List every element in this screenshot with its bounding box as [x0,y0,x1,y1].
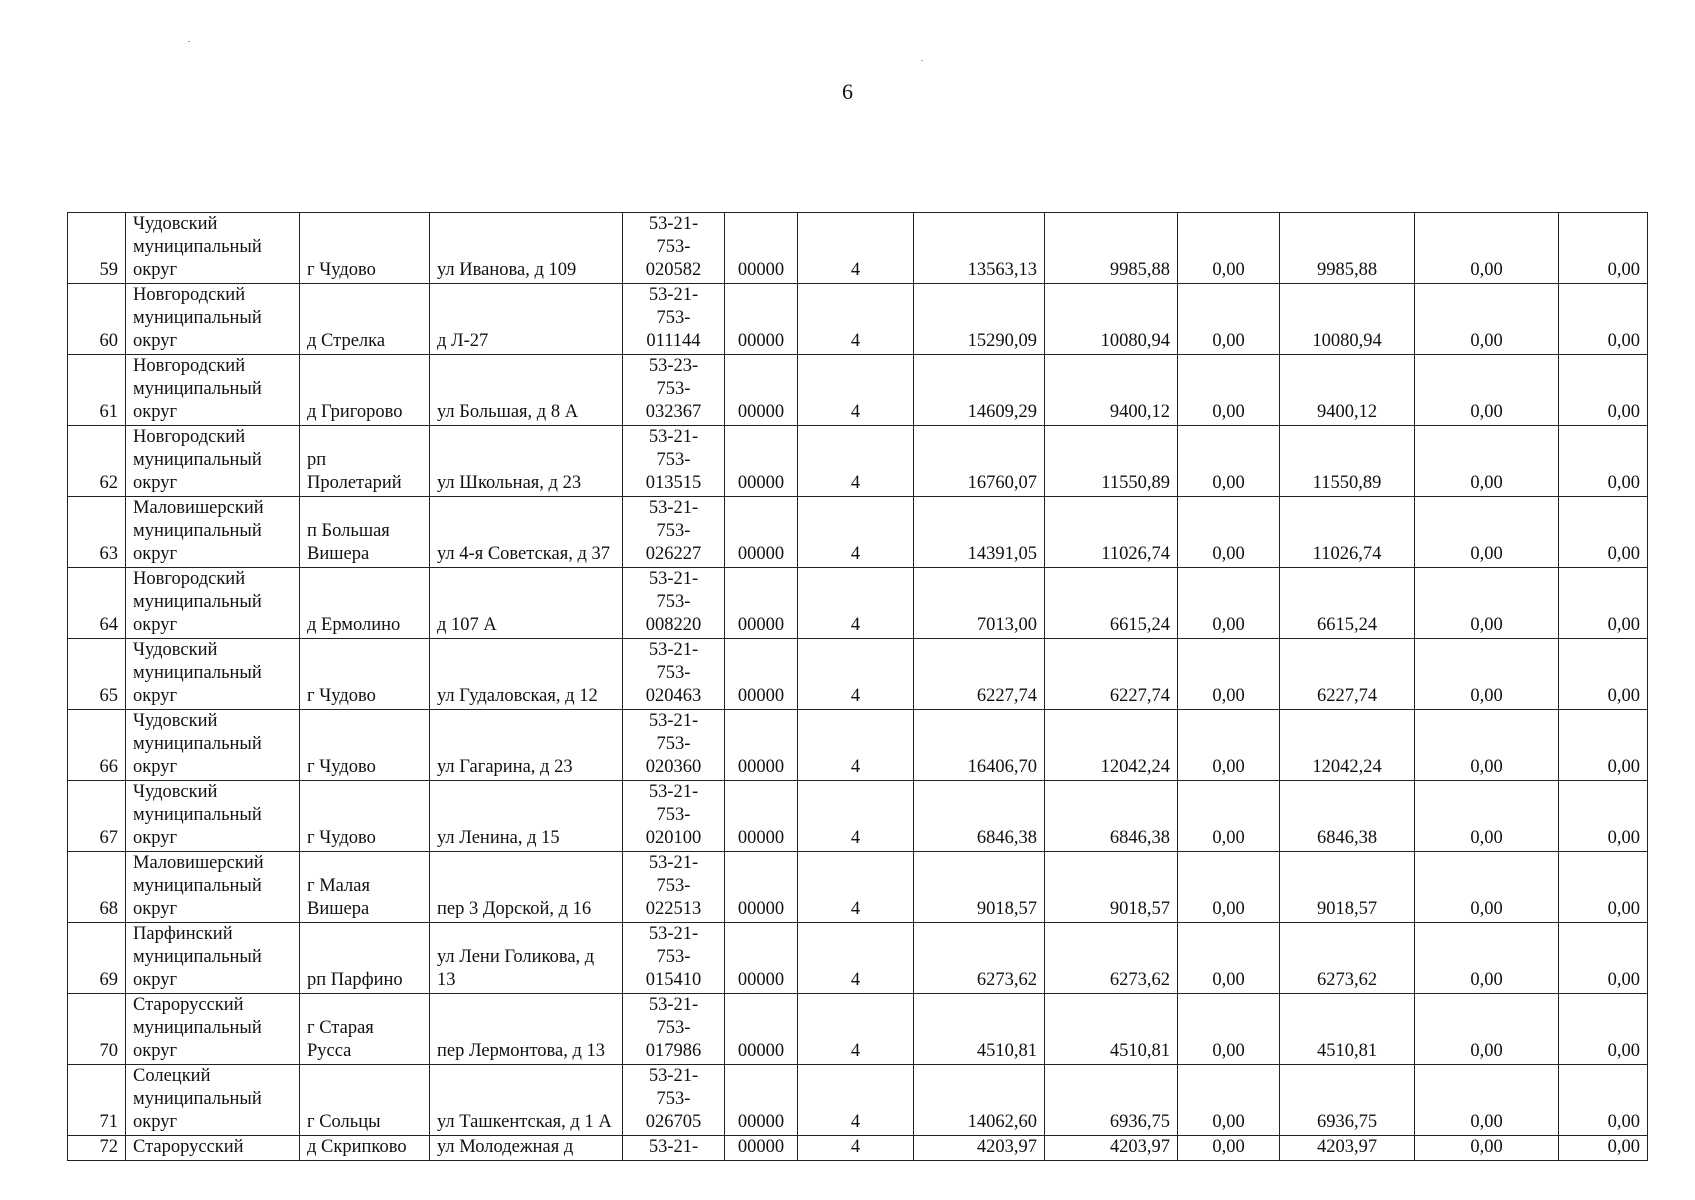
value-6-cell: 0,00 [1559,781,1648,852]
value-1-cell: 16406,70 [914,710,1045,781]
locality-cell: д Ермолино [300,568,430,639]
address-cell: ул Ленина, д 15 [430,781,623,852]
value-6-cell: 0,00 [1559,710,1648,781]
code-cell: 53-21- 753- 020463 [623,639,725,710]
address-cell: пер 3 Дорской, д 16 [430,852,623,923]
value-3-cell: 0,00 [1178,852,1280,923]
suffix-cell: 00000 [725,213,798,284]
value-4-cell: 9018,57 [1280,852,1415,923]
code-cell: 53-23- 753- 032367 [623,355,725,426]
row-number-cell: 69 [68,923,126,994]
district-cell: Чудовский муниципальный округ [126,639,300,710]
value-2-cell: 9400,12 [1045,355,1178,426]
table-row [68,994,1648,1065]
address-cell: пер Лермонтова, д 13 [430,994,623,1065]
table-row [68,1136,1648,1161]
value-6-cell: 0,00 [1559,213,1648,284]
address-cell: д 107 А [430,568,623,639]
value-2-cell: 6273,62 [1045,923,1178,994]
value-1-cell: 4203,97 [914,1136,1045,1161]
row-number-cell: 72 [68,1136,126,1161]
suffix-cell: 00000 [725,568,798,639]
suffix-cell: 00000 [725,1065,798,1136]
value-4-cell: 11026,74 [1280,497,1415,568]
value-2-cell: 9985,88 [1045,213,1178,284]
row-number-cell: 64 [68,568,126,639]
value-4-cell: 6227,74 [1280,639,1415,710]
code-cell: 53-21- 753- 008220 [623,568,725,639]
code-cell: 53-21- 753- 020100 [623,781,725,852]
value-1-cell: 14391,05 [914,497,1045,568]
locality-cell: д Григорово [300,355,430,426]
locality-cell: г Старая Русса [300,994,430,1065]
value-5-cell: 0,00 [1415,568,1559,639]
row-number-cell: 65 [68,639,126,710]
address-cell: ул Гагарина, д 23 [430,710,623,781]
value-6-cell: 0,00 [1559,994,1648,1065]
value-2-cell: 4510,81 [1045,994,1178,1065]
address-cell: д Л-27 [430,284,623,355]
table-row [68,497,1648,568]
table-row [68,426,1648,497]
code-cell: 53-21- 753- 026705 [623,1065,725,1136]
suffix-cell: 00000 [725,639,798,710]
value-3-cell: 0,00 [1178,497,1280,568]
table-row [68,781,1648,852]
code-cell: 53-21- 753- 020360 [623,710,725,781]
code-cell: 53-21- 753- 017986 [623,994,725,1065]
value-6-cell: 0,00 [1559,1065,1648,1136]
value-1-cell: 6846,38 [914,781,1045,852]
value-4-cell: 12042,24 [1280,710,1415,781]
value-2-cell: 4203,97 [1045,1136,1178,1161]
district-cell: Новгородский муниципальный округ [126,426,300,497]
value-4-cell: 6846,38 [1280,781,1415,852]
district-cell: Солецкий муниципальный округ [126,1065,300,1136]
row-number-cell: 68 [68,852,126,923]
category-cell: 4 [798,994,914,1065]
value-5-cell: 0,00 [1415,213,1559,284]
value-4-cell: 4203,97 [1280,1136,1415,1161]
value-5-cell: 0,00 [1415,355,1559,426]
category-cell: 4 [798,1065,914,1136]
value-6-cell: 0,00 [1559,497,1648,568]
category-cell: 4 [798,568,914,639]
value-1-cell: 4510,81 [914,994,1045,1065]
row-number-cell: 63 [68,497,126,568]
value-4-cell: 6273,62 [1280,923,1415,994]
address-cell: ул Молодежная д [430,1136,623,1161]
value-4-cell: 6936,75 [1280,1065,1415,1136]
value-6-cell: 0,00 [1559,852,1648,923]
address-cell: ул Гудаловская, д 12 [430,639,623,710]
district-cell: Старорусский [126,1136,300,1161]
locality-cell: рп Пролетарий [300,426,430,497]
value-1-cell: 6227,74 [914,639,1045,710]
value-1-cell: 13563,13 [914,213,1045,284]
district-cell: Чудовский муниципальный округ [126,781,300,852]
value-5-cell: 0,00 [1415,1136,1559,1161]
value-5-cell: 0,00 [1415,497,1559,568]
locality-cell: г Чудово [300,781,430,852]
code-cell: 53-21- [623,1136,725,1161]
value-5-cell: 0,00 [1415,426,1559,497]
district-cell: Парфинский муниципальный округ [126,923,300,994]
category-cell: 4 [798,781,914,852]
category-cell: 4 [798,497,914,568]
code-cell: 53-21- 753- 013515 [623,426,725,497]
code-cell: 53-21- 753- 011144 [623,284,725,355]
table-row [68,1065,1648,1136]
value-3-cell: 0,00 [1178,355,1280,426]
value-2-cell: 6846,38 [1045,781,1178,852]
table-row [68,355,1648,426]
district-cell: Маловишерский муниципальный округ [126,852,300,923]
value-3-cell: 0,00 [1178,994,1280,1065]
locality-cell: г Чудово [300,213,430,284]
table-row [68,213,1648,284]
value-4-cell: 10080,94 [1280,284,1415,355]
value-6-cell: 0,00 [1559,568,1648,639]
suffix-cell: 00000 [725,923,798,994]
value-3-cell: 0,00 [1178,1136,1280,1161]
value-4-cell: 11550,89 [1280,426,1415,497]
value-5-cell: 0,00 [1415,284,1559,355]
value-1-cell: 7013,00 [914,568,1045,639]
row-number-cell: 66 [68,710,126,781]
table-row [68,710,1648,781]
value-5-cell: 0,00 [1415,994,1559,1065]
register-table [67,212,1648,1161]
code-cell: 53-21- 753- 022513 [623,852,725,923]
value-5-cell: 0,00 [1415,710,1559,781]
value-2-cell: 12042,24 [1045,710,1178,781]
value-5-cell: 0,00 [1415,639,1559,710]
suffix-cell: 00000 [725,426,798,497]
row-number-cell: 67 [68,781,126,852]
category-cell: 4 [798,852,914,923]
row-number-cell: 59 [68,213,126,284]
category-cell: 4 [798,284,914,355]
locality-cell: г Сольцы [300,1065,430,1136]
district-cell: Новгородский муниципальный округ [126,355,300,426]
value-1-cell: 14062,60 [914,1065,1045,1136]
value-5-cell: 0,00 [1415,1065,1559,1136]
scan-speck-right [921,60,923,61]
value-3-cell: 0,00 [1178,568,1280,639]
value-2-cell: 6615,24 [1045,568,1178,639]
row-number-cell: 60 [68,284,126,355]
suffix-cell: 00000 [725,355,798,426]
locality-cell: д Стрелка [300,284,430,355]
value-5-cell: 0,00 [1415,781,1559,852]
scan-speck-left [188,41,190,42]
value-1-cell: 16760,07 [914,426,1045,497]
value-2-cell: 6227,74 [1045,639,1178,710]
suffix-cell: 00000 [725,852,798,923]
suffix-cell: 00000 [725,994,798,1065]
district-cell: Новгородский муниципальный округ [126,568,300,639]
value-1-cell: 9018,57 [914,852,1045,923]
address-cell: ул Лени Голикова, д 13 [430,923,623,994]
suffix-cell: 00000 [725,710,798,781]
district-cell: Старорусский муниципальный округ [126,994,300,1065]
value-5-cell: 0,00 [1415,923,1559,994]
value-6-cell: 0,00 [1559,355,1648,426]
table-row [68,284,1648,355]
locality-cell: рп Парфино [300,923,430,994]
table-row [68,852,1648,923]
value-3-cell: 0,00 [1178,710,1280,781]
value-6-cell: 0,00 [1559,639,1648,710]
category-cell: 4 [798,426,914,497]
page-number: 6 [842,79,853,104]
row-number-cell: 62 [68,426,126,497]
address-cell: ул Иванова, д 109 [430,213,623,284]
locality-cell: п Большая Вишера [300,497,430,568]
row-number-cell: 71 [68,1065,126,1136]
category-cell: 4 [798,639,914,710]
category-cell: 4 [798,213,914,284]
value-1-cell: 15290,09 [914,284,1045,355]
value-4-cell: 9400,12 [1280,355,1415,426]
district-cell: Маловишерский муниципальный округ [126,497,300,568]
value-3-cell: 0,00 [1178,426,1280,497]
value-2-cell: 11550,89 [1045,426,1178,497]
value-3-cell: 0,00 [1178,639,1280,710]
code-cell: 53-21- 753- 015410 [623,923,725,994]
value-6-cell: 0,00 [1559,426,1648,497]
locality-cell: г Чудово [300,710,430,781]
row-number-cell: 61 [68,355,126,426]
value-1-cell: 14609,29 [914,355,1045,426]
value-1-cell: 6273,62 [914,923,1045,994]
address-cell: ул 4-я Советская, д 37 [430,497,623,568]
value-3-cell: 0,00 [1178,284,1280,355]
value-2-cell: 9018,57 [1045,852,1178,923]
table-row [68,923,1648,994]
suffix-cell: 00000 [725,1136,798,1161]
suffix-cell: 00000 [725,781,798,852]
value-4-cell: 9985,88 [1280,213,1415,284]
value-4-cell: 4510,81 [1280,994,1415,1065]
value-6-cell: 0,00 [1559,1136,1648,1161]
code-cell: 53-21- 753- 020582 [623,213,725,284]
address-cell: ул Ташкентская, д 1 А [430,1065,623,1136]
table-row [68,639,1648,710]
value-3-cell: 0,00 [1178,781,1280,852]
value-3-cell: 0,00 [1178,213,1280,284]
value-5-cell: 0,00 [1415,852,1559,923]
category-cell: 4 [798,710,914,781]
district-cell: Чудовский муниципальный округ [126,710,300,781]
value-3-cell: 0,00 [1178,923,1280,994]
code-cell: 53-21- 753- 026227 [623,497,725,568]
value-4-cell: 6615,24 [1280,568,1415,639]
district-cell: Новгородский муниципальный округ [126,284,300,355]
value-2-cell: 6936,75 [1045,1065,1178,1136]
register-table-body [68,213,1648,1161]
value-3-cell: 0,00 [1178,1065,1280,1136]
locality-cell: г Малая Вишера [300,852,430,923]
category-cell: 4 [798,355,914,426]
row-number-cell: 70 [68,994,126,1065]
value-2-cell: 11026,74 [1045,497,1178,568]
suffix-cell: 00000 [725,497,798,568]
address-cell: ул Школьная, д 23 [430,426,623,497]
suffix-cell: 00000 [725,284,798,355]
category-cell: 4 [798,1136,914,1161]
category-cell: 4 [798,923,914,994]
locality-cell: д Скрипково [300,1136,430,1161]
district-cell: Чудовский муниципальный округ [126,213,300,284]
address-cell: ул Большая, д 8 А [430,355,623,426]
value-2-cell: 10080,94 [1045,284,1178,355]
locality-cell: г Чудово [300,639,430,710]
table-row [68,568,1648,639]
value-6-cell: 0,00 [1559,923,1648,994]
value-6-cell: 0,00 [1559,284,1648,355]
